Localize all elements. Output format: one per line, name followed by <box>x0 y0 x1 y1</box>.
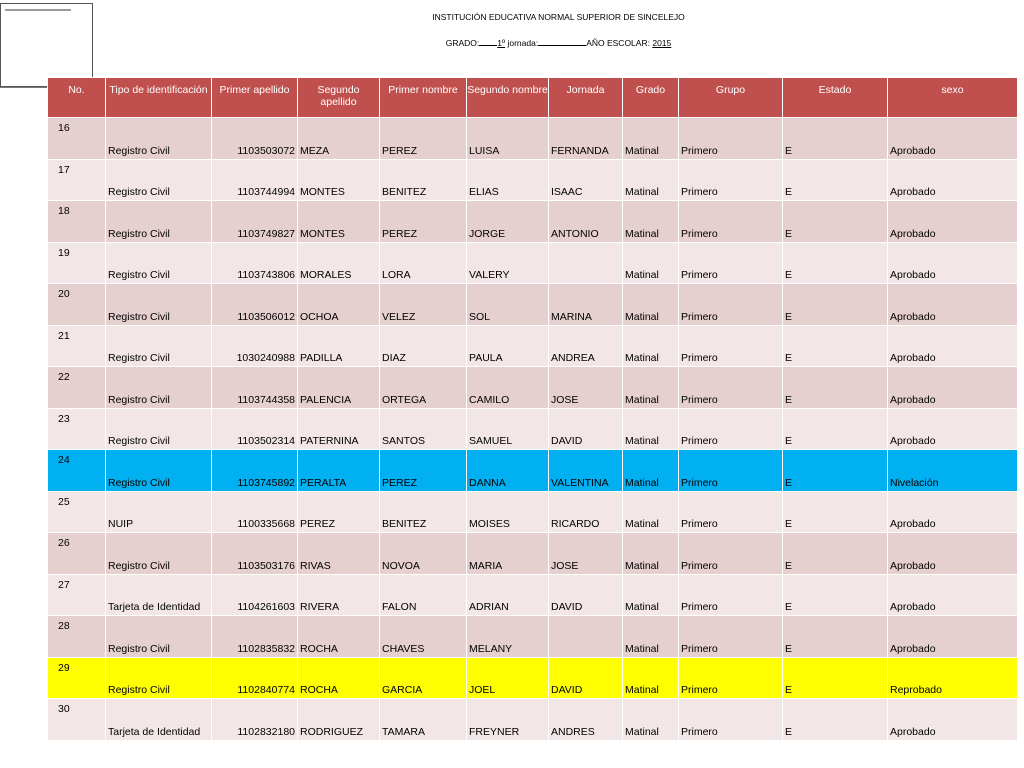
second-surname: CHAVES <box>380 616 467 658</box>
second-name: JOSE <box>549 533 623 575</box>
id-number: 1102840774 <box>212 657 298 699</box>
id-type: Registro Civil <box>106 201 212 243</box>
first-surname: PALENCIA <box>298 367 380 409</box>
grupo-cell: E <box>783 408 888 450</box>
estado-cell: Aprobado <box>888 118 1018 160</box>
anio-value: 2015 <box>652 38 672 48</box>
table-row <box>48 118 1018 160</box>
first-surname: RIVAS <box>298 533 380 575</box>
id-type: Registro Civil <box>106 242 212 284</box>
grado-cell: Primero <box>679 408 783 450</box>
second-name: ANDRES <box>549 699 623 741</box>
jornada-label: jornada: <box>507 38 539 48</box>
grupo-cell: E <box>783 699 888 741</box>
table-row <box>48 367 1018 409</box>
logo-placeholder <box>0 3 93 87</box>
grado-cell: Primero <box>679 159 783 201</box>
estado-cell: Aprobado <box>888 201 1018 243</box>
estado-cell: Nivelación <box>888 450 1018 492</box>
first-surname: MORALES <box>298 242 380 284</box>
table-row <box>48 533 1018 575</box>
first-name: CAMILO <box>467 367 549 409</box>
table-row <box>48 159 1018 201</box>
second-surname: DIAZ <box>380 325 467 367</box>
second-name <box>549 616 623 658</box>
jornada-cell: Matinal <box>623 201 679 243</box>
second-name: ANDREA <box>549 325 623 367</box>
grado-cell: Primero <box>679 657 783 699</box>
id-type: Registro Civil <box>106 533 212 575</box>
id-number: 1103744358 <box>212 367 298 409</box>
logo-scribble <box>5 9 71 11</box>
jornada-cell: Matinal <box>623 408 679 450</box>
table-row <box>48 616 1018 658</box>
student-number: 27 <box>48 574 106 616</box>
second-surname: LORA <box>380 242 467 284</box>
grado-cell: Primero <box>679 574 783 616</box>
column-header: Primer nombre <box>380 78 467 118</box>
estado-cell: Aprobado <box>888 491 1018 533</box>
grupo-cell: E <box>783 284 888 326</box>
grado-cell: Primero <box>679 699 783 741</box>
first-name: LUISA <box>467 118 549 160</box>
grupo-cell: E <box>783 574 888 616</box>
first-name: JOEL <box>467 657 549 699</box>
id-type: Registro Civil <box>106 657 212 699</box>
first-name: SOL <box>467 284 549 326</box>
estado-cell: Aprobado <box>888 159 1018 201</box>
grupo-cell: E <box>783 367 888 409</box>
column-header: No. <box>48 78 106 118</box>
id-type: Registro Civil <box>106 367 212 409</box>
id-number: 1103502314 <box>212 408 298 450</box>
student-roster-table <box>47 77 1018 741</box>
id-number: 1103503176 <box>212 533 298 575</box>
grupo-cell: E <box>783 450 888 492</box>
id-type: Tarjeta de Identidad <box>106 699 212 741</box>
grupo-cell: E <box>783 242 888 284</box>
column-header: Segundo nombre <box>467 78 549 118</box>
second-surname: PEREZ <box>380 118 467 160</box>
table-header-row <box>48 78 1018 118</box>
second-name: VALENTINA <box>549 450 623 492</box>
grupo-cell: E <box>783 325 888 367</box>
table-row <box>48 450 1018 492</box>
id-type: Registro Civil <box>106 159 212 201</box>
student-number: 25 <box>48 491 106 533</box>
grupo-cell: E <box>783 118 888 160</box>
table-row <box>48 242 1018 284</box>
student-number: 30 <box>48 699 106 741</box>
table-row <box>48 201 1018 243</box>
jornada-blank <box>538 36 586 46</box>
grado-cell: Primero <box>679 118 783 160</box>
first-name: PAULA <box>467 325 549 367</box>
estado-cell: Aprobado <box>888 242 1018 284</box>
first-name: MARIA <box>467 533 549 575</box>
estado-cell: Aprobado <box>888 574 1018 616</box>
grado-cell: Primero <box>679 450 783 492</box>
second-surname: TAMARA <box>380 699 467 741</box>
second-name: MARINA <box>549 284 623 326</box>
second-name: JOSE <box>549 367 623 409</box>
jornada-cell: Matinal <box>623 159 679 201</box>
grupo-cell: E <box>783 159 888 201</box>
student-number: 19 <box>48 242 106 284</box>
column-header: Segundo apellido <box>298 78 380 118</box>
first-name: JORGE <box>467 201 549 243</box>
first-surname: ROCHA <box>298 657 380 699</box>
column-header: Tipo de identificación <box>106 78 212 118</box>
id-number: 1104261603 <box>212 574 298 616</box>
first-surname: RIVERA <box>298 574 380 616</box>
column-header: Estado <box>783 78 888 118</box>
grupo-cell: E <box>783 491 888 533</box>
student-number: 20 <box>48 284 106 326</box>
student-number: 17 <box>48 159 106 201</box>
student-number: 24 <box>48 450 106 492</box>
jornada-cell: Matinal <box>623 284 679 326</box>
first-surname: RODRIGUEZ <box>298 699 380 741</box>
grupo-cell: E <box>783 657 888 699</box>
jornada-cell: Matinal <box>623 325 679 367</box>
table-row <box>48 491 1018 533</box>
jornada-cell: Matinal <box>623 574 679 616</box>
estado-cell: Aprobado <box>888 408 1018 450</box>
jornada-cell: Matinal <box>623 450 679 492</box>
jornada-cell: Matinal <box>623 533 679 575</box>
first-name: ELIAS <box>467 159 549 201</box>
grado-label: GRADO: <box>445 38 480 48</box>
table-row <box>48 657 1018 699</box>
grupo-cell: E <box>783 616 888 658</box>
id-number: 1103745892 <box>212 450 298 492</box>
grado-cell: Primero <box>679 367 783 409</box>
second-name <box>549 242 623 284</box>
jornada-cell: Matinal <box>623 657 679 699</box>
first-name: DANNA <box>467 450 549 492</box>
student-number: 26 <box>48 533 106 575</box>
id-type: Registro Civil <box>106 450 212 492</box>
column-header: Primer apellido <box>212 78 298 118</box>
first-name: ADRIAN <box>467 574 549 616</box>
first-surname: PATERNINA <box>298 408 380 450</box>
table-body <box>48 118 1018 741</box>
second-name: ISAAC <box>549 159 623 201</box>
first-surname: MEZA <box>298 118 380 160</box>
first-name: MELANY <box>467 616 549 658</box>
id-number: 1103743806 <box>212 242 298 284</box>
second-name: DAVID <box>549 574 623 616</box>
grade-info-line <box>93 36 1024 49</box>
second-name: RICARDO <box>549 491 623 533</box>
second-surname: SANTOS <box>380 408 467 450</box>
id-number: 1103744994 <box>212 159 298 201</box>
table-row <box>48 284 1018 326</box>
column-header: Grado <box>623 78 679 118</box>
id-type: Registro Civil <box>106 616 212 658</box>
grupo-cell: E <box>783 201 888 243</box>
column-header: Grupo <box>679 78 783 118</box>
id-number: 1103503072 <box>212 118 298 160</box>
institution-title: INSTITUCIÓN EDUCATIVA NORMAL SUPERIOR DE SINCELEJO <box>432 12 685 22</box>
student-number: 22 <box>48 367 106 409</box>
grado-cell: Primero <box>679 284 783 326</box>
student-number: 18 <box>48 201 106 243</box>
estado-cell: Aprobado <box>888 325 1018 367</box>
second-surname: NOVOA <box>380 533 467 575</box>
grado-cell: Primero <box>679 325 783 367</box>
second-name: FERNANDA <box>549 118 623 160</box>
grado-cell: Primero <box>679 533 783 575</box>
id-type: Registro Civil <box>106 118 212 160</box>
second-surname: GARCIA <box>380 657 467 699</box>
second-surname: FALON <box>380 574 467 616</box>
jornada-cell: Matinal <box>623 367 679 409</box>
table-row <box>48 574 1018 616</box>
id-number: 1103749827 <box>212 201 298 243</box>
first-name: FREYNER <box>467 699 549 741</box>
estado-cell: Aprobado <box>888 284 1018 326</box>
first-surname: PEREZ <box>298 491 380 533</box>
id-type: Tarjeta de Identidad <box>106 574 212 616</box>
id-type: Registro Civil <box>106 408 212 450</box>
second-name: DAVID <box>549 657 623 699</box>
id-number: 1030240988 <box>212 325 298 367</box>
second-surname: BENITEZ <box>380 159 467 201</box>
second-surname: PEREZ <box>380 450 467 492</box>
first-surname: PERALTA <box>298 450 380 492</box>
estado-cell: Aprobado <box>888 533 1018 575</box>
first-surname: PADILLA <box>298 325 380 367</box>
grado-cell: Primero <box>679 491 783 533</box>
first-surname: OCHOA <box>298 284 380 326</box>
estado-cell: Aprobado <box>888 699 1018 741</box>
table-row <box>48 408 1018 450</box>
second-surname: PEREZ <box>380 201 467 243</box>
second-surname: BENITEZ <box>380 491 467 533</box>
student-number: 28 <box>48 616 106 658</box>
id-type: NUIP <box>106 491 212 533</box>
column-header: sexo <box>888 78 1018 118</box>
first-name: VALERY <box>467 242 549 284</box>
jornada-cell: Matinal <box>623 699 679 741</box>
jornada-cell: Matinal <box>623 242 679 284</box>
student-number: 23 <box>48 408 106 450</box>
id-number: 1103506012 <box>212 284 298 326</box>
second-name: ANTONIO <box>549 201 623 243</box>
jornada-cell: Matinal <box>623 616 679 658</box>
estado-cell: Aprobado <box>888 616 1018 658</box>
id-type: Registro Civil <box>106 325 212 367</box>
first-name: SAMUEL <box>467 408 549 450</box>
grado-blank <box>479 36 497 46</box>
table-row <box>48 699 1018 741</box>
jornada-cell: Matinal <box>623 118 679 160</box>
student-number: 21 <box>48 325 106 367</box>
table-row <box>48 325 1018 367</box>
student-number: 29 <box>48 657 106 699</box>
first-surname: MONTES <box>298 159 380 201</box>
id-number: 1100335668 <box>212 491 298 533</box>
estado-cell: Aprobado <box>888 367 1018 409</box>
second-surname: VELEZ <box>380 284 467 326</box>
student-number: 16 <box>48 118 106 160</box>
first-surname: ROCHA <box>298 616 380 658</box>
jornada-cell: Matinal <box>623 491 679 533</box>
id-type: Registro Civil <box>106 284 212 326</box>
grupo-cell: E <box>783 533 888 575</box>
second-name: DAVID <box>549 408 623 450</box>
grado-cell: Primero <box>679 616 783 658</box>
second-surname: ORTEGA <box>380 367 467 409</box>
grado-cell: Primero <box>679 242 783 284</box>
anio-label: AÑO ESCOLAR: <box>586 38 650 48</box>
id-number: 1102835832 <box>212 616 298 658</box>
grado-value: 1º <box>497 38 506 48</box>
column-header: Jornada <box>549 78 623 118</box>
first-name: MOISES <box>467 491 549 533</box>
estado-cell: Reprobado <box>888 657 1018 699</box>
first-surname: MONTES <box>298 201 380 243</box>
id-number: 1102832180 <box>212 699 298 741</box>
grado-cell: Primero <box>679 201 783 243</box>
